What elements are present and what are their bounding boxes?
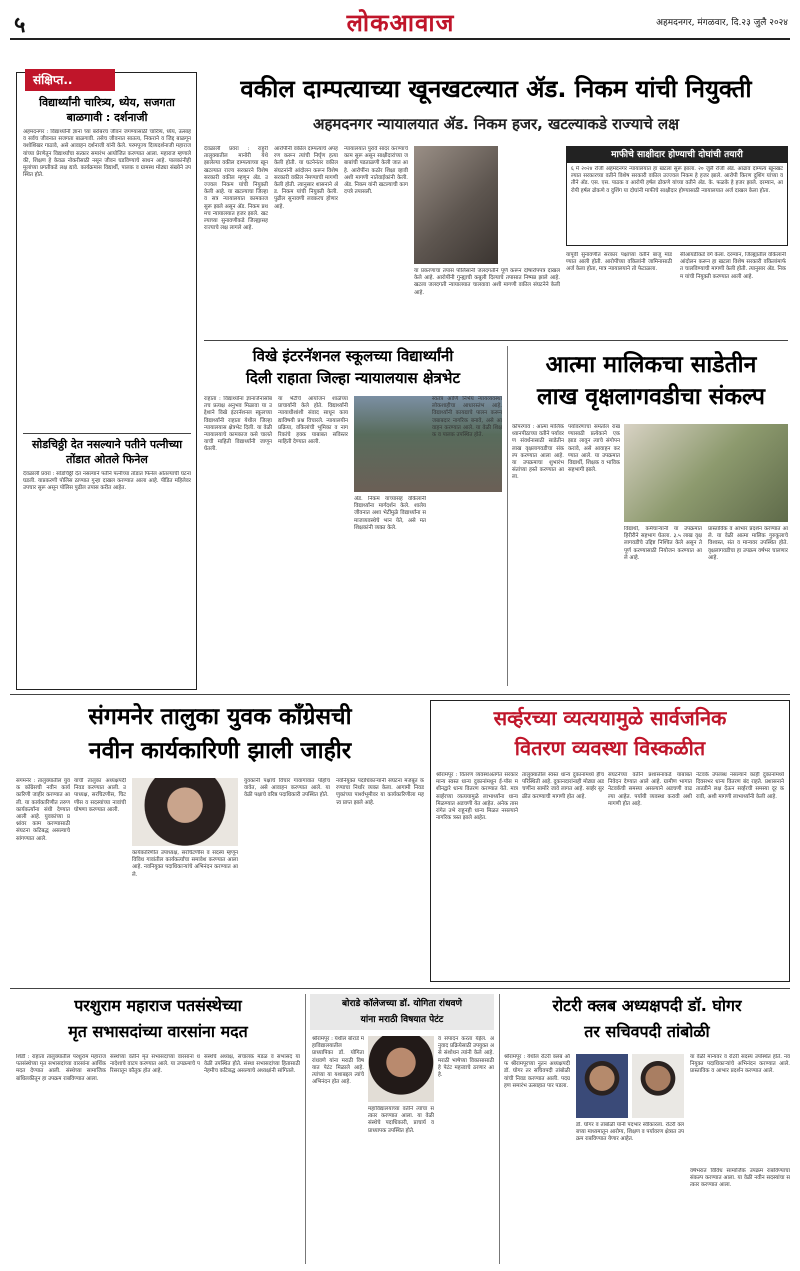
congress-col-a: संगमनेर : तालुक्यातील युवक काँग्रेसची नवीन कार्यकारिणी जाहीर करण्यात आली. या कार्यकारिणीत तरुण कार्यकर्त्यांना संधी देण्यात आली आहे. युवकांच्या प्रश्नांवर काम करण्यासाठी संघटना कटिबद्ध असल्याचे सांगण्यात आले. bbox=[16, 778, 70, 842]
patsanstha-divider bbox=[305, 994, 306, 1264]
school-headline-2: दिली राहाता जिल्हा न्यायालयास क्षेत्रभेट bbox=[245, 369, 461, 387]
congress-col-d: युवकांनी पक्षाचे विचार गावागावांत पोहोचवावेत, असे आवाहन करण्यात आले. या वेळी पक्षाचे वरिष्ठ पदाधिकारी उपस्थित होते. bbox=[244, 778, 330, 799]
rotary-headline-1: रोटरी क्लब अध्यक्षपदी डॉ. घोगर bbox=[552, 996, 742, 1015]
lead-col-a: देवळाली प्रवरा : राहुरी तालुक्यातील मानोरी येथे झालेल्या वकील दाम्पत्याच्या खून खटल्यात राज्य सरकारने विशेष सरकारी वकील म्हणून ॲड. उज्ज्वल निकम यांची नियुक्ती केली आहे. या खटल्याचा जिल्हा व सत्र न्यायालयात कामकाज सुरू झाले असून ॲड. निकम प्रथमच न्यायालयात हजर झाले. खटल्याच्या सुनावणीकडे जिल्ह्यासह राज्याचे लक्ष लागले आहे. bbox=[204, 146, 268, 232]
college-col-b: व संपादन करता येईल. अनुवाद प्रक्रियेसाठी उपयुक्त असे संशोधन त्यांनी केले आहे. मराठी भाषेच्या विकासासाठी हे पेटंट महत्त्वाचे ठरणार आहे. bbox=[438, 1036, 494, 1079]
lead-col-b: आरोपींनी वकील दाम्पत्याचे अपहरण करून त्यांची निर्घृण हत्या केली होती. या घटनेनंतर वकील संघटनांनी आंदोलन करून विशेष सरकारी वकील नेमण्याची मागणी केली होती. त्यानुसार शासनाने ॲड. निकम यांची नियुक्ती केली. पुढील सुनावणी लवकरच होणार आहे. bbox=[274, 146, 338, 210]
atma-col-d: प्रास्ताविक व आभार प्रदर्शन करण्यात आले. या वेळी आत्मा मालिक गुरुकुलाचे विश्वस्त, संत व मान्यवर उपस्थित होते. वृक्षलागवडीचा हा उपक्रम वर्षभर चालणार आहे. bbox=[708, 526, 788, 561]
inset-title: माफीचे साक्षीदार होण्याची दोघांची तयारी bbox=[567, 147, 787, 163]
inset-col-b: सीआयडीकडे वर्ग केला. दरम्यान, जिल्ह्यातील वकिलांनी आंदोलन करून हा खटला विशेष सरकारी वकिलांमार्फत चालविण्याची मागणी केली होती. त्यानुसार ॲड. निकम यांची नियुक्ती करण्यात आली आहे. bbox=[680, 252, 786, 280]
sidebar-divider bbox=[23, 433, 191, 434]
lead-bottom-rule bbox=[204, 340, 788, 341]
congress-col-c: कार्यकारिणीत उपाध्यक्ष, सरचिटणीस व सदस्य म्हणून विविध गावांतील कार्यकर्त्यांचा समावेश करण्यात आला आहे. नवनियुक्त पदाधिकाऱ्यांचे अभिनंदन करण्यात आले. bbox=[132, 850, 238, 878]
story1-body: अहमदनगर : विद्यार्थ्यांनी ज्ञाना च्या बरोबरच जीवन जगण्यासाठी चारित्र्य, ध्येय, उत्साह व सर्वच जीवनात सजगता बाळगावी. तसेच जीवनात सातत्य, निकराने व जिद्द बाळगून यशोशिखर गाठावे, असे आवाहन दर्शनाजी यांनी केले. परमपूज्य दिव्यदर्शनाजी महाराज यांच्या प्रेरणेतून विद्यार्थ्यांचा सत्कार समारंभ आयोजित करण्यात आला. महाराज म्हणाले की, शिक्षण हे केवळ नोकरीसाठी नसून जीवन घडविण्याचे साधन आहे. पालकांनीही मुलांच्या प्रगतीकडे लक्ष द्यावे. कार्यक्रमास विद्यार्थी, पालक व ग्रामस्थ मोठ्या संख्येने उपस्थित होते. bbox=[23, 129, 191, 179]
college-photo-portrait bbox=[368, 1036, 434, 1102]
atma-photo-tree-planting bbox=[624, 424, 788, 522]
server-col-c: संघटनेच्या वतीने प्रशासनाकडे याबाबत निवेदन देण्यात आले आहे. ग्रामीण भागात नेटवर्कची समस्या असल्याने अडचणी वाढल्या आहेत. पर्यायी व्यवस्था करावी अशी मागणी होत आहे. bbox=[608, 772, 692, 807]
patsanstha-col-b: संस्थेच्या वतीने मृत सभासदांच्या वारसांना धनादेशाचे वाटप करण्यात आले. या उपक्रमाचे परिसरातून कौतुक होत आहे. bbox=[110, 1054, 200, 1075]
atma-col-a: कोपरगाव : आत्मा मालिक ध्यानपीठाच्या वतीने पर्यावरण संवर्धनासाठी साडेतीन लाख वृक्षलागवडीचा संकल्प करण्यात आला आहे. या उपक्रमाचा शुभारंभ संतांच्या हस्ते करण्यात आला. bbox=[512, 424, 564, 481]
patsanstha-headline-1: परशुराम महाराज पतसंस्थेच्या bbox=[74, 996, 242, 1015]
lead-col-c: न्यायालयात पुरावे सादर करण्याचे काम सुरू असून साक्षीदारांच्या जबाबांची पडताळणी केली जात आहे. आरोपींना कठोर शिक्षा व्हावी अशी मागणी नातेवाईकांनी केली. ॲड. निकम यांनी खटल्याची कागदपत्रे तपासली. bbox=[344, 146, 408, 196]
inset-col-a: यापूर्वी सुनावणीत सरकार पक्षाच्या वतीने बाजू मांडण्यात आली होती. आरोपींच्या वकिलांनी जामिनासाठी अर्ज केला होता, मात्र न्यायालयाने तो फेटाळला. bbox=[566, 252, 672, 273]
school-col-c: ॲड. निकम यांच्यासह वकिलांनी विद्यार्थ्यांना मार्गदर्शन केले. शालेय जीवनात अशा भेटींमुळे विद्यार्थ्यांना समाजव्यवस्थेचे भान येते, असे मत शिक्षकांनी व्यक्त केले. bbox=[354, 496, 426, 531]
patsanstha-headline-2: मृत सभासदांच्या वारसांना मदत bbox=[68, 1022, 248, 1041]
school-col-a: राहाता : विद्यार्थ्यांना ज्ञानार्जनासोबतच प्रत्यक्ष अनुभव मिळावा या उद्देशाने विखे इंटरनॅशनल स्कूलच्या विद्यार्थ्यांनी राहाता येथील जिल्हा न्यायालयास क्षेत्रभेट दिली. या वेळी न्यायालयाचे कामकाज कसे चालते याची माहिती विद्यार्थ्यांनी जाणून घेतली. bbox=[204, 396, 272, 453]
patsanstha-col-a: शिर्डी : राहाता तालुक्यातील परशुराम महाराज पतसंस्थेच्या मृत सभासदांच्या वारसांना आर्थिक मदत देण्यात आली. संस्थेच्या सामाजिक बांधिलकीतून हा उपक्रम राबविण्यात आला. bbox=[16, 1054, 106, 1082]
rotary-col-d: वर्षभरात विविध सामाजिक उपक्रम राबविण्याचा संकल्प करण्यात आला. या वेळी नवीन सदस्यांचा सत्कार करण्यात आला. bbox=[690, 1168, 790, 1189]
lead-subhead: अहमदनगर न्यायालयात ॲड. निकम हजर, खटल्याकडे राज्याचे लक्ष bbox=[313, 115, 679, 133]
rotary-col-b: डॉ. घोगर व तांबोळी यांनी पदभार स्वीकारला. रोटरी क्लबच्या माध्यमातून आरोग्य, शिक्षण व पर्यावरण क्षेत्रात उपक्रम राबविण्यात येणार आहेत. bbox=[576, 1122, 684, 1143]
mid-rule bbox=[10, 694, 790, 695]
server-col-d: नेटवर्क उपलब्ध नसल्याने काही दुकानांमध्ये दिवसभर धान्य वितरण बंद राहते. प्रशासनाने तातडीने लक्ष देऊन सर्व्हरची समस्या दूर करावी, अशी मागणी लाभार्थ्यांनी केली आहे. bbox=[696, 772, 784, 800]
rotary-col-a: श्रीरामपूर : येथील रोटरी क्लब ऑफ श्रीरामपूरच्या नूतन अध्यक्षपदी डॉ. घोगर तर सचिवपदी तांबोळी यांची निवड करण्यात आली. पदग्रहण समारंभ उत्साहात पार पडला. bbox=[504, 1054, 570, 1089]
sidebar-tag: संक्षिप्त.. bbox=[25, 69, 115, 91]
story1-title: विद्यार्थ्यांनी चारित्र्य, ध्येय, सजगता बाळगावी : दर्शनाजी bbox=[39, 96, 175, 124]
story2-title: सोडचिठ्ठी देत नसल्याने पतीने पत्नीच्या तोंडात ओतले फिनेल bbox=[31, 438, 183, 466]
sidebar-box bbox=[16, 72, 197, 690]
school-atma-divider bbox=[507, 346, 508, 686]
rotary-photo-secretary bbox=[632, 1054, 684, 1118]
atma-headline-1: आत्मा मालिकचा साडेतीन bbox=[545, 352, 757, 378]
school-headline-1: विखे इंटरनॅशनल स्कूलच्या विद्यार्थ्यांनी bbox=[252, 347, 454, 365]
atma-col-b: पर्यावरणाचा समतोल राखण्यासाठी प्रत्येकाने एक झाड लावून त्याचे संगोपन करावे, असे आवाहन करण्यात आले. या उपक्रमात विद्यार्थी, शिक्षक व भाविक सहभागी झाले. bbox=[568, 424, 620, 474]
masthead-logo: लोकआवाज bbox=[346, 9, 455, 37]
server-headline-2: वितरण व्यवस्था विस्कळीत bbox=[514, 736, 706, 760]
college-col-a: श्रीरामपूर : येथील बोराडे महाविद्यालयातील प्राध्यापिका डॉ. योगिता रांधवणे यांना मराठी विषयात पेटंट मिळाले आहे. त्यांच्या या यशाबद्दल त्यांचे अभिनंदन होत आहे. bbox=[312, 1036, 364, 1086]
school-col-b: या भेटीचे आयोजन शाळेच्या प्राचार्यांनी केले होते. विद्यार्थ्यांनी न्यायाधीशांशी संवाद साधून कायद्याविषयी प्रश्न विचारले. न्यायालयीन प्रक्रिया, वकिलांची भूमिका व नागरिकांचे हक्क याबाबत सविस्तर माहिती देण्यात आली. bbox=[278, 396, 348, 446]
atma-headline-2: लाख वृक्षलागवडीचा संकल्प bbox=[537, 384, 765, 410]
server-col-a: श्रीरामपूर : वितरण व्यवस्थेअंतर्गत सरकार मान्य स्वस्त धान्य दुकानांमधून ई-पॉस मशीनद्वारे धान्य वितरण करण्यात येते. मात्र सर्व्हरच्या व्यत्ययामुळे लाभार्थ्यांना धान्य मिळण्यात अडचणी येत आहेत. अनेक तास रांगेत उभे राहूनही धान्य मिळत नसल्याने नागरिक त्रस्त झाले आहेत. bbox=[436, 772, 518, 822]
college-divider bbox=[499, 994, 500, 1264]
rotary-photo-president bbox=[576, 1054, 628, 1118]
lead-photo-couple bbox=[414, 146, 498, 264]
congress-col-e: नवनियुक्त पदाधिकाऱ्यांनी संघटना मजबूत करण्याचा निर्धार व्यक्त केला. आगामी निवडणुकांच्या पार्श्वभूमीवर या कार्यकारिणीला महत्त्व प्राप्त झाले आहे. bbox=[336, 778, 424, 806]
server-col-b: तालुक्यातील स्वस्त धान्य दुकानांमध्ये हीच परिस्थिती आहे. दुकानदारांनाही मोठ्या अडचणींना सामोरे जावे लागत आहे. सर्व्हर सुरळीत करण्याची मागणी होत आहे. bbox=[522, 772, 604, 800]
congress-col-b: यांची तालुका अध्यक्षपदी निवड करण्यात आली. उपाध्यक्ष, सरचिटणीस, चिटणीस व सदस्यांच्या नावांची घोषणा करण्यात आली. bbox=[74, 778, 126, 813]
college-col-c: महाविद्यालयाच्या वतीने त्यांचा सत्कार करण्यात आला. या वेळी संस्थेचे पदाधिकारी, प्राचार्य व प्राध्यापक उपस्थित होते. bbox=[368, 1106, 434, 1134]
story2-body: देवळाली प्रवरा : सोडचिठ्ठी देत नसल्याने पतीने पत्नीच्या तोंडात फिनेल ओतल्याची घटना घडली. याप्रकरणी पोलिस ठाण्यात गुन्हा दाखल करण्यात आला आहे. पीडित महिलेवर उपचार सुरू असून पोलिस पुढील तपास करीत आहेत. bbox=[23, 471, 191, 492]
congress-headline-2: नवीन कार्यकारिणी झाली जाहीर bbox=[88, 738, 352, 764]
lead-headline: वकील दाम्पत्याच्या खूनखटल्यात ॲड. निकम यांची नियुक्ती bbox=[240, 75, 752, 103]
lead-inset-box bbox=[566, 146, 788, 246]
college-headline-2: यांना मराठी विषयात पेटंट bbox=[360, 1015, 444, 1025]
school-col-d: स्वतंत्र आणि निर्भय न्यायव्यवस्था लोकशाहीचा आधारस्तंभ आहे. विद्यार्थ्यांनी कायद्याचे पालन करून जबाबदार नागरिक बनावे, असे आवाहन करण्यात आले. या वेळी शिक्षक व पालक उपस्थित होते. bbox=[432, 396, 502, 439]
lower-rule bbox=[10, 988, 790, 989]
college-headline-1: बोराडे कॉलेजच्या डॉ. योगिता रांधवणे bbox=[341, 999, 462, 1009]
inset-body: ६ मे २०२४ रोजी अहमदनगर न्यायालयात हा खटला सुरू झाला. २० जुलै रोजी ॲड. आढाव दाम्पत्य खूनखटल्यात सरकारच्या वतीने विशेष सरकारी वकील उज्ज्वल निकम हे हजर झाले. आरोपी किरण दुशिंग यांच्या वतीने ॲड. एस. एस. पाठक व आरोपी हर्षल ढोकणे यांच्या वतीने ॲड. के. फळके हे हजर झाले. दरम्यान, आरोपी हर्षल ढोकणे व दुशिंग या दोघांनी माफीचे साक्षीदार होण्यासाठी न्यायालयात अर्ज दाखल केला होता. bbox=[571, 166, 783, 194]
congress-photo-portrait bbox=[132, 778, 238, 846]
rotary-headline-2: तर सचिवपदी तांबोळी bbox=[584, 1022, 710, 1041]
masthead-rule bbox=[10, 38, 790, 40]
congress-headline-1: संगमनेर तालुका युवक काँग्रेसची bbox=[88, 704, 352, 730]
server-headline-1: सर्व्हरच्या व्यत्ययामुळे सार्वजनिक bbox=[493, 706, 727, 730]
lead-col-d: या प्रकरणाचा तपास पोलिसांनी जलदगतीने पूर्ण करून दोषारोपपत्र दाखल केले आहे. आरोपींनी गुन्ह्याची कबुली दिल्याचे तपासात निष्पन्न झाले आहे. खटला जलदगती न्यायालयात चालवावा अशी मागणी वकील संघटनेने केली आहे. bbox=[414, 268, 560, 296]
atma-col-c: विद्यार्थी, कर्मचाऱ्यांनी या उपक्रमात हिरीरीने सहभाग घेतला. ३.५ लाख वृक्षलागवडीचे उद्दिष्ट निश्चित केले असून ते पूर्ण करण्यासाठी नियोजन करण्यात आले आहे. bbox=[624, 526, 702, 561]
dateline: अहमदनगर, मंगळवार, दि.२३ जुलै २०२४ bbox=[656, 18, 788, 28]
page-number: ५ bbox=[14, 13, 26, 38]
patsanstha-col-c: संस्थेचे अध्यक्ष, संचालक मंडळ व सभासद या वेळी उपस्थित होते. संस्था सभासदांच्या हितासाठी नेहमीच कटिबद्ध असल्याचे अध्यक्षांनी सांगितले. bbox=[204, 1054, 300, 1075]
rotary-col-c: या वेळी मान्यवर व रोटरी सदस्य उपस्थित होते. नवनियुक्त पदाधिकाऱ्यांचे अभिनंदन करण्यात आले. प्रास्ताविक व आभार प्रदर्शन करण्यात आले. bbox=[690, 1054, 790, 1075]
